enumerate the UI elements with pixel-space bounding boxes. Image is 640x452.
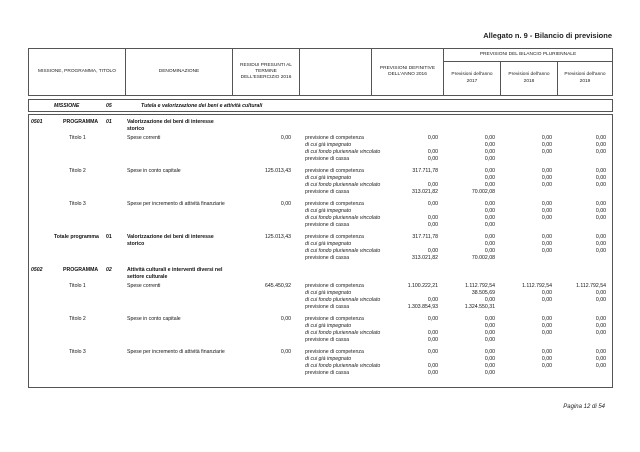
programma-code: 0502 bbox=[31, 267, 43, 273]
line-label: di cui già impegnato bbox=[305, 323, 352, 329]
programma-code: 0501 bbox=[31, 119, 43, 125]
titolo-cell: Titolo 3 bbox=[69, 349, 86, 355]
value-2018: 0,00 bbox=[541, 316, 552, 322]
titolo-cell bbox=[29, 215, 125, 222]
line-label: previsione di competenza bbox=[305, 168, 364, 174]
value-2018: 0,00 bbox=[541, 135, 552, 141]
value-def-2016 bbox=[371, 208, 443, 215]
programma-id-cell bbox=[29, 119, 125, 133]
line-label: di cui già impegnato bbox=[305, 142, 352, 148]
residui-value bbox=[232, 222, 299, 229]
value-2018: 0,00 bbox=[541, 149, 552, 155]
residui-value: 0,00 bbox=[280, 316, 291, 322]
value-2017: 0,00 bbox=[484, 297, 495, 303]
titolo-cell bbox=[29, 323, 125, 330]
value-2018: 0,00 bbox=[541, 234, 552, 240]
titolo-cell bbox=[29, 255, 125, 262]
value-def-2016: 1.100.222,21 bbox=[407, 283, 438, 289]
value-def-2016: 0,00 bbox=[427, 370, 438, 376]
programma-name: Valorizzazione dei beni di interesse storico bbox=[127, 119, 214, 132]
value-def-2016 bbox=[371, 323, 443, 330]
residui-value bbox=[232, 370, 299, 377]
value-def-2016: 0,00 bbox=[427, 222, 438, 228]
value-2019: 0,00 bbox=[595, 297, 606, 303]
value-2019: 0,00 bbox=[595, 330, 606, 336]
line-label: di cui già impegnato bbox=[305, 290, 352, 296]
value-def-2016: 313.021,82 bbox=[412, 255, 438, 261]
budget-line bbox=[29, 168, 612, 175]
line-label: previsione di competenza bbox=[305, 135, 364, 141]
value-2017: 1.324.550,31 bbox=[464, 304, 495, 310]
titolo-cell bbox=[29, 297, 125, 304]
denominazione-cell: Spese per incremento di attività finanziarie bbox=[127, 349, 225, 355]
value-def-2016: 0,00 bbox=[427, 201, 438, 207]
value-2019 bbox=[557, 304, 611, 311]
denominazione-cell bbox=[125, 241, 232, 248]
budget-line bbox=[29, 149, 612, 156]
budget-line bbox=[29, 248, 612, 255]
value-2018: 0,00 bbox=[541, 215, 552, 221]
budget-line bbox=[29, 222, 612, 229]
line-label: previsione di competenza bbox=[305, 234, 364, 240]
value-2019: 0,00 bbox=[595, 290, 606, 296]
residui-value bbox=[232, 182, 299, 189]
denominazione-cell bbox=[125, 222, 232, 229]
budget-line bbox=[29, 297, 612, 304]
value-2019: 0,00 bbox=[595, 208, 606, 214]
titolo-cell: Titolo 2 bbox=[69, 316, 86, 322]
residui-value bbox=[232, 208, 299, 215]
value-2019: 0,00 bbox=[595, 182, 606, 188]
value-2017: 0,00 bbox=[484, 208, 495, 214]
denominazione-cell bbox=[125, 297, 232, 304]
titolo-row bbox=[29, 168, 612, 196]
line-label: previsione di cassa bbox=[305, 370, 350, 376]
titolo-cell bbox=[29, 363, 125, 370]
value-2018: 0,00 bbox=[541, 208, 552, 214]
value-2019 bbox=[557, 255, 611, 262]
value-2019: 0,00 bbox=[595, 241, 606, 247]
value-2019: 0,00 bbox=[595, 356, 606, 362]
value-2019: 0,00 bbox=[595, 363, 606, 369]
denominazione-cell: Spese correnti bbox=[127, 283, 161, 289]
denominazione-cell bbox=[125, 208, 232, 215]
value-def-2016: 0,00 bbox=[427, 316, 438, 322]
residui-value bbox=[232, 189, 299, 196]
line-label: di cui già impegnato bbox=[305, 356, 352, 362]
budget-line bbox=[29, 316, 612, 323]
value-2017: 70.002,08 bbox=[471, 189, 495, 195]
programma-label: PROGRAMMA bbox=[63, 119, 99, 125]
denominazione-cell bbox=[125, 356, 232, 363]
value-2018: 0,00 bbox=[541, 182, 552, 188]
residui-value bbox=[232, 241, 299, 248]
denominazione-cell: Spese in conto capitale bbox=[127, 168, 181, 174]
value-2018 bbox=[500, 189, 557, 196]
header-blank-column bbox=[299, 49, 371, 95]
value-2018: 0,00 bbox=[541, 290, 552, 296]
residui-value bbox=[232, 323, 299, 330]
value-def-2016: 317.711,78 bbox=[412, 234, 438, 240]
value-2017: 0,00 bbox=[484, 330, 495, 336]
value-2018: 0,00 bbox=[541, 330, 552, 336]
value-2017: 0,00 bbox=[484, 222, 495, 228]
value-2019: 0,00 bbox=[595, 349, 606, 355]
value-2017: 0,00 bbox=[484, 356, 495, 362]
value-2019: 0,00 bbox=[595, 316, 606, 322]
titolo-cell bbox=[29, 330, 125, 337]
denominazione-cell bbox=[125, 175, 232, 182]
line-label: di cui fondo pluriennale vincolato bbox=[305, 149, 381, 155]
value-def-2016: 0,00 bbox=[427, 363, 438, 369]
value-2017: 0,00 bbox=[484, 142, 495, 148]
titolo-cell bbox=[29, 370, 125, 377]
value-2018: 0,00 bbox=[541, 356, 552, 362]
value-def-2016: 0,00 bbox=[427, 349, 438, 355]
budget-line bbox=[29, 135, 612, 142]
value-2017: 0,00 bbox=[484, 149, 495, 155]
denominazione-cell bbox=[125, 337, 232, 344]
page-number: Pagina 12 di 54 bbox=[563, 404, 605, 410]
value-2018: 0,00 bbox=[541, 175, 552, 181]
value-2018 bbox=[500, 370, 557, 377]
residui-value bbox=[232, 156, 299, 163]
value-2018 bbox=[500, 156, 557, 163]
value-2017: 0,00 bbox=[484, 337, 495, 343]
value-2018 bbox=[500, 304, 557, 311]
value-def-2016: 0,00 bbox=[427, 182, 438, 188]
titolo-cell bbox=[29, 189, 125, 196]
table-body bbox=[28, 114, 613, 388]
residui-value bbox=[232, 255, 299, 262]
budget-line bbox=[29, 370, 612, 377]
line-label: di cui fondo pluriennale vincolato bbox=[305, 182, 381, 188]
line-label: di cui fondo pluriennale vincolato bbox=[305, 248, 381, 254]
value-2019: 0,00 bbox=[595, 168, 606, 174]
value-2018: 0,00 bbox=[541, 349, 552, 355]
residui-value bbox=[232, 337, 299, 344]
header-previsioni-2018: Previsioni dell'anno 2018 bbox=[500, 62, 557, 95]
value-2019: 0,00 bbox=[595, 248, 606, 254]
titolo-cell bbox=[29, 241, 125, 248]
budget-line bbox=[29, 241, 612, 248]
value-2018: 0,00 bbox=[541, 241, 552, 247]
totale-programma-row bbox=[29, 234, 612, 262]
line-label: previsione di competenza bbox=[305, 201, 364, 207]
denominazione-cell: Spese correnti bbox=[127, 135, 161, 141]
value-2017: 0,00 bbox=[484, 201, 495, 207]
line-label: previsione di cassa bbox=[305, 337, 350, 343]
value-2017: 0,00 bbox=[484, 175, 495, 181]
denominazione-cell bbox=[125, 156, 232, 163]
budget-line bbox=[29, 363, 612, 370]
budget-line bbox=[29, 156, 612, 163]
line-label: previsione di competenza bbox=[305, 349, 364, 355]
titolo-cell bbox=[29, 175, 125, 182]
titolo-cell: Titolo 1 bbox=[69, 283, 86, 289]
titolo-row bbox=[29, 135, 612, 163]
line-label: previsione di cassa bbox=[305, 255, 350, 261]
value-2017: 0,00 bbox=[484, 248, 495, 254]
value-2019: 0,00 bbox=[595, 149, 606, 155]
value-2017: 0,00 bbox=[484, 135, 495, 141]
missione-code: 05 bbox=[106, 102, 112, 109]
programma-header-row bbox=[29, 119, 612, 133]
line-label: di cui già impegnato bbox=[305, 175, 352, 181]
denominazione-cell bbox=[125, 323, 232, 330]
totale-label: Totale programma bbox=[54, 234, 99, 240]
residui-value bbox=[232, 142, 299, 149]
budget-table bbox=[28, 48, 613, 388]
table-header bbox=[28, 48, 613, 96]
budget-line bbox=[29, 208, 612, 215]
value-2019: 0,00 bbox=[595, 215, 606, 221]
value-2018 bbox=[500, 222, 557, 229]
header-previsioni-definitive-2016: PREVISIONI DEFINITIVE DELL'ANNO 2016 bbox=[371, 49, 443, 95]
value-2018: 0,00 bbox=[541, 248, 552, 254]
budget-line bbox=[29, 356, 612, 363]
line-label: di cui fondo pluriennale vincolato bbox=[305, 297, 381, 303]
budget-line bbox=[29, 182, 612, 189]
budget-line bbox=[29, 175, 612, 182]
denominazione-cell: Valorizzazione dei beni di interesse storico bbox=[127, 234, 214, 247]
titolo-cell: Titolo 1 bbox=[69, 135, 86, 141]
value-def-2016: 0,00 bbox=[427, 337, 438, 343]
line-label: previsione di competenza bbox=[305, 283, 364, 289]
programma-number: 02 bbox=[106, 267, 112, 273]
value-2019 bbox=[557, 370, 611, 377]
residui-value bbox=[232, 304, 299, 311]
titolo-row bbox=[29, 349, 612, 377]
value-2017: 0,00 bbox=[484, 156, 495, 162]
document-title: Allegato n. 9 - Bilancio di previsione bbox=[483, 31, 612, 40]
header-previsioni-2017: Previsioni dell'anno 2017 bbox=[443, 62, 500, 95]
titolo-cell bbox=[29, 182, 125, 189]
denominazione-cell bbox=[125, 363, 232, 370]
residui-value bbox=[232, 330, 299, 337]
value-def-2016: 0,00 bbox=[427, 248, 438, 254]
programma-id-cell bbox=[29, 267, 125, 281]
value-2017: 0,00 bbox=[484, 323, 495, 329]
header-residui-presunti: RESIDUI PRESUNTI AL TERMINE DELL'ESERCIZIO 2016 bbox=[232, 49, 299, 95]
titolo-cell: Titolo 2 bbox=[69, 168, 86, 174]
value-2019 bbox=[557, 337, 611, 344]
budget-line bbox=[29, 142, 612, 149]
denominazione-cell bbox=[125, 304, 232, 311]
denominazione-cell bbox=[125, 248, 232, 255]
line-label: previsione di cassa bbox=[305, 222, 350, 228]
denominazione-cell bbox=[125, 142, 232, 149]
value-2019: 0,00 bbox=[595, 323, 606, 329]
value-2019 bbox=[557, 189, 611, 196]
value-def-2016 bbox=[371, 290, 443, 297]
line-label: di cui fondo pluriennale vincolato bbox=[305, 363, 381, 369]
value-2017: 0,00 bbox=[484, 241, 495, 247]
value-2019: 0,00 bbox=[595, 175, 606, 181]
residui-value: 645.450,92 bbox=[265, 283, 291, 289]
denominazione-cell: Spese in conto capitale bbox=[127, 316, 181, 322]
denominazione-cell bbox=[125, 189, 232, 196]
totale-number: 01 bbox=[106, 234, 112, 240]
value-2019: 0,00 bbox=[595, 201, 606, 207]
value-2019: 1.112.792,54 bbox=[576, 283, 606, 289]
titolo-cell bbox=[29, 356, 125, 363]
value-2019: 0,00 bbox=[595, 142, 606, 148]
value-2018: 0,00 bbox=[541, 168, 552, 174]
titolo-cell bbox=[29, 290, 125, 297]
budget-line bbox=[29, 215, 612, 222]
residui-value bbox=[232, 175, 299, 182]
residui-value: 0,00 bbox=[280, 135, 291, 141]
denominazione-cell bbox=[125, 290, 232, 297]
value-2017: 38.505,69 bbox=[471, 290, 495, 296]
value-2019 bbox=[557, 222, 611, 229]
residui-value bbox=[232, 356, 299, 363]
budget-line bbox=[29, 330, 612, 337]
line-label: previsione di cassa bbox=[305, 189, 350, 195]
titolo-row bbox=[29, 283, 612, 311]
denominazione-cell: Spese per incremento di attività finanziarie bbox=[127, 201, 225, 207]
residui-value bbox=[232, 215, 299, 222]
value-2017: 0,00 bbox=[484, 363, 495, 369]
value-2017: 0,00 bbox=[484, 182, 495, 188]
programma-number: 01 bbox=[106, 119, 112, 125]
titolo-cell bbox=[29, 248, 125, 255]
value-2017: 0,00 bbox=[484, 215, 495, 221]
titolo-cell bbox=[29, 304, 125, 311]
residui-value: 125.013,43 bbox=[265, 168, 291, 174]
residui-value bbox=[232, 248, 299, 255]
value-def-2016 bbox=[371, 175, 443, 182]
value-2018: 0,00 bbox=[541, 323, 552, 329]
value-2017: 70.002,08 bbox=[471, 255, 495, 261]
value-def-2016 bbox=[371, 356, 443, 363]
residui-value: 0,00 bbox=[280, 201, 291, 207]
denominazione-cell bbox=[125, 330, 232, 337]
header-missione-programma-titolo: MISSIONE, PROGRAMMA, TITOLO bbox=[38, 68, 116, 74]
budget-line bbox=[29, 189, 612, 196]
residui-value bbox=[232, 297, 299, 304]
header-previsioni-2019: Previsioni dell'anno 2019 bbox=[557, 62, 612, 95]
denominazione-cell bbox=[125, 182, 232, 189]
line-label: di cui fondo pluriennale vincolato bbox=[305, 330, 381, 336]
denominazione-cell bbox=[125, 370, 232, 377]
value-def-2016: 0,00 bbox=[427, 149, 438, 155]
programma-label: PROGRAMMA bbox=[63, 267, 99, 273]
budget-line bbox=[29, 323, 612, 330]
value-def-2016 bbox=[371, 142, 443, 149]
titolo-row bbox=[29, 201, 612, 229]
value-def-2016: 317.711,78 bbox=[412, 168, 438, 174]
value-2017: 0,00 bbox=[484, 370, 495, 376]
residui-value: 0,00 bbox=[280, 349, 291, 355]
budget-line bbox=[29, 255, 612, 262]
residui-value bbox=[232, 149, 299, 156]
value-def-2016: 0,00 bbox=[427, 297, 438, 303]
missione-name: Tutela e valorizzazione dei beni e attività culturali bbox=[141, 102, 263, 109]
budget-line bbox=[29, 304, 612, 311]
value-def-2016: 0,00 bbox=[427, 330, 438, 336]
line-label: previsione di cassa bbox=[305, 304, 350, 310]
header-denominazione: DENOMINAZIONE bbox=[125, 49, 232, 95]
line-label: di cui già impegnato bbox=[305, 241, 352, 247]
value-2018: 0,00 bbox=[541, 297, 552, 303]
denominazione-cell bbox=[125, 255, 232, 262]
titolo-cell bbox=[29, 208, 125, 215]
value-2018 bbox=[500, 337, 557, 344]
budget-line bbox=[29, 349, 612, 356]
value-2017: 0,00 bbox=[484, 349, 495, 355]
value-2017: 0,00 bbox=[484, 316, 495, 322]
value-2018: 1.112.792,54 bbox=[522, 283, 552, 289]
value-def-2016: 0,00 bbox=[427, 156, 438, 162]
titolo-cell bbox=[29, 222, 125, 229]
value-def-2016: 313.021,82 bbox=[412, 189, 438, 195]
line-label: previsione di cassa bbox=[305, 156, 350, 162]
titolo-cell bbox=[29, 149, 125, 156]
value-def-2016: 0,00 bbox=[427, 135, 438, 141]
value-2018 bbox=[500, 255, 557, 262]
titolo-cell bbox=[29, 337, 125, 344]
budget-line bbox=[29, 201, 612, 208]
residui-value bbox=[232, 363, 299, 370]
denominazione-cell bbox=[125, 149, 232, 156]
value-2017: 1.112.792,54 bbox=[465, 283, 495, 289]
residui-value bbox=[232, 290, 299, 297]
line-label: previsione di competenza bbox=[305, 316, 364, 322]
header-previsioni-pluriennale-group: PREVISIONI DEL BILANCIO PLURIENNALE bbox=[443, 49, 612, 62]
line-label: di cui già impegnato bbox=[305, 208, 352, 214]
value-2018: 0,00 bbox=[541, 363, 552, 369]
budget-line bbox=[29, 290, 612, 297]
titolo-cell: Titolo 3 bbox=[69, 201, 86, 207]
value-2018: 0,00 bbox=[541, 201, 552, 207]
value-2019: 0,00 bbox=[595, 234, 606, 240]
value-def-2016: 0,00 bbox=[427, 215, 438, 221]
missione-label: MISSIONE bbox=[54, 102, 80, 109]
missione-row bbox=[28, 99, 613, 112]
value-2017: 0,00 bbox=[484, 234, 495, 240]
value-2019: 0,00 bbox=[595, 135, 606, 141]
residui-value: 125.013,43 bbox=[265, 234, 291, 240]
denominazione-cell bbox=[125, 215, 232, 222]
programma-name: Attività culturali e interventi diversi nel settore culturale bbox=[127, 267, 223, 280]
programma-header-row bbox=[29, 267, 612, 281]
budget-line bbox=[29, 283, 612, 290]
value-def-2016 bbox=[371, 241, 443, 248]
titolo-cell bbox=[29, 142, 125, 149]
value-def-2016: 1.303.854,93 bbox=[407, 304, 438, 310]
line-label: di cui fondo pluriennale vincolato bbox=[305, 215, 381, 221]
budget-line bbox=[29, 337, 612, 344]
titolo-cell bbox=[29, 156, 125, 163]
value-2018: 0,00 bbox=[541, 142, 552, 148]
value-2019 bbox=[557, 156, 611, 163]
titolo-row bbox=[29, 316, 612, 344]
value-2017: 0,00 bbox=[484, 168, 495, 174]
